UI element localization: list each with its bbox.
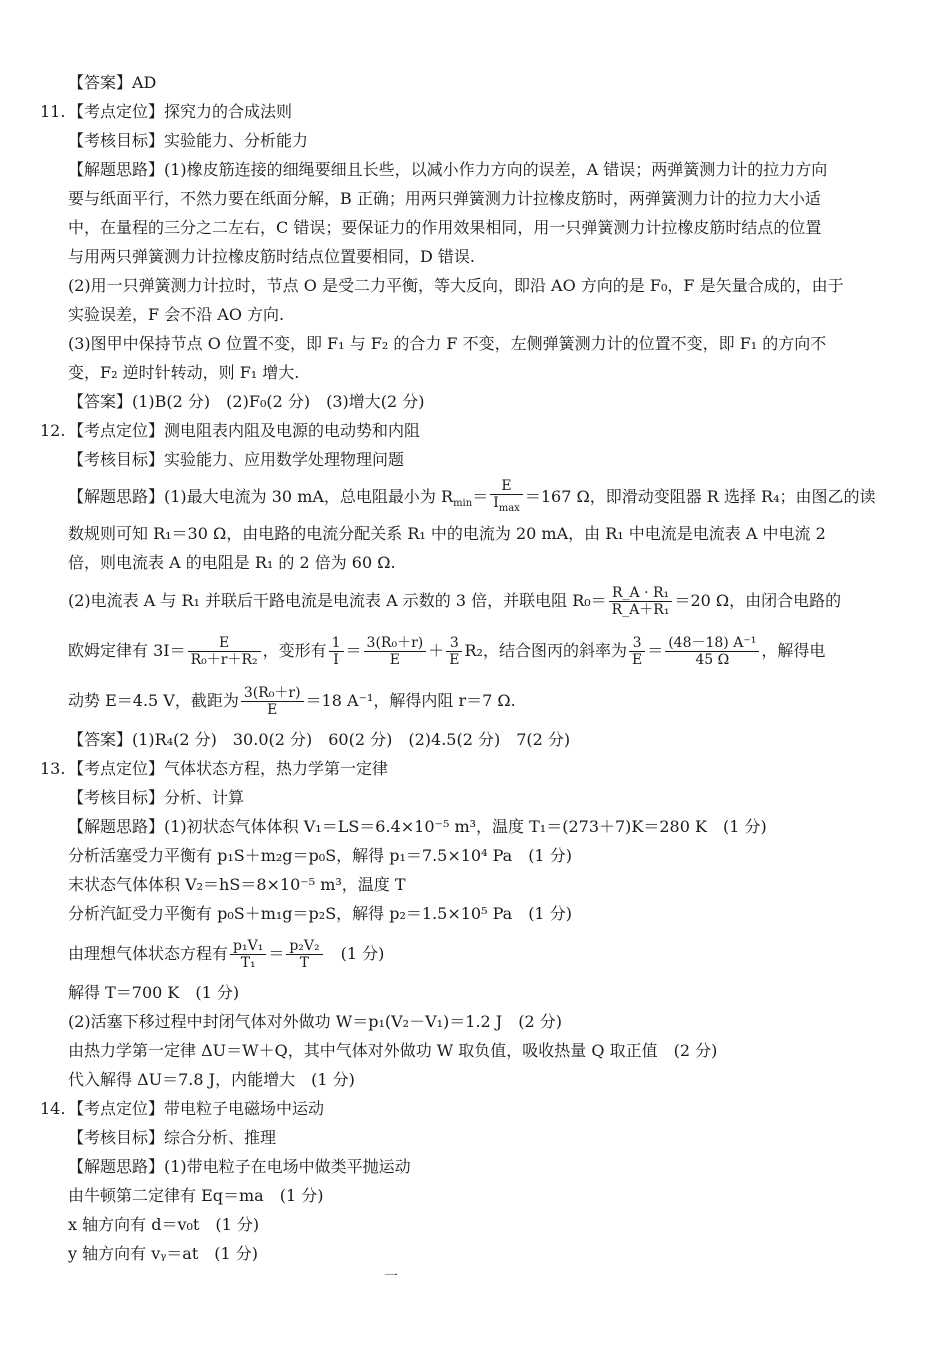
text-line: 解得 T＝700 K (1 分)	[68, 983, 240, 1002]
text-line: 【解题思路】(1)带电粒子在电场中做类平抛运动	[68, 1157, 411, 1176]
fraction: $\frac{\text{(48－18) A⁻¹}}{45 \Omega}$	[665, 635, 759, 668]
fraction: $\frac{\text{p₁V₁}}{\text{T₁}}$	[230, 938, 266, 971]
fraction: $\frac{3}{E}$	[629, 635, 645, 668]
text-line: 【考核目标】分析、计算	[68, 788, 245, 807]
q14-header: 14. 【考点定位】带电粒子电磁场中运动	[40, 1099, 325, 1118]
equation-line: (2)电流表 A 与 R₁ 并联后干路电流是电流表 A 示数的 3 倍，并联电阻 R₀＝ $\frac{\text{R\_A · R₁}}{\text{R\_A＋R₁}}$ ＝20 Ω，由闭合电路的	[68, 585, 842, 618]
text-line: (3)图甲中保持节点 O 位置不变，即 F₁ 与 F₂ 的合力 F 不变，左侧弹簧测力计的位置不变，即 F₁ 的方向不	[68, 334, 827, 353]
fraction: $\frac{3}{E}$	[446, 635, 462, 668]
fraction: $\frac{1}{I}$	[329, 635, 344, 668]
text-line: 由热力学第一定律 ΔU＝W＋Q，其中气体对外做功 W 取负值，吸收热量 Q 取正值 (2 分)	[68, 1041, 718, 1060]
equation-line: 由理想气体状态方程有 $\frac{\text{p₁V₁}}{\text{T₁}}$ ＝ $\frac{\text{p₂V₂}}{T}$ (1 分)	[68, 938, 385, 971]
equation-line: 欧姆定律有 3I＝ $\frac{E}{\text{R₀＋r＋R₂}}$ ，变形有 $\frac{1}{I}$ ＝ $\frac{\text{3(R₀＋r)}}{E}$ ＋ $\frac{3}{E}$ R₂，结合图丙的斜率为 $\frac{3}{E}$ ＝ $\frac{\text{(48－18) A⁻¹}}{45 \Omega}$ ，解得电	[68, 635, 826, 668]
text-line: 要与纸面平行，不然力要在纸面分解，B 正确；用两只弹簧测力计拉橡皮筋时，两弹簧测力计的拉力大小适	[68, 189, 821, 208]
text-line: (2)活塞下移过程中封闭气体对外做功 W＝p₁(V₂－V₁)＝1.2 J (2 分)	[68, 1012, 562, 1031]
equation-line: 动势 E＝4.5 V，截距为 $\frac{\text{3(R₀＋r)}}{E}$ ＝18 A⁻¹，解得内阻 r＝7 Ω.	[68, 685, 516, 718]
text-line: 【考核目标】实验能力、分析能力	[68, 131, 309, 150]
equation-line: 【解题思路】(1)最大电流为 30 mA，总电阻最小为 $R_{min}=$ $\frac{E}{I_{max}}$ ＝167 Ω，即滑动变阻器 R 选择 R₄；由图乙的读	[0, 478, 950, 521]
text-line: 末状态气体体积 V₂＝hS＝8×10⁻⁵ m³，温度 T	[68, 875, 406, 894]
fraction: $\frac{\text{3(R₀＋r)}}{E}$	[241, 685, 304, 718]
q12-header: 12. 【考点定位】测电阻表内阻及电源的电动势和内阻	[40, 421, 421, 440]
text-line: (2)用一只弹簧测力计拉时，节点 O 是受二力平衡，等大反向，即沿 AO 方向的是 F₀，F 是矢量合成的，由于	[68, 276, 844, 295]
fraction: $\frac{\text{R\_A · R₁}}{\text{R\_A＋R₁}}$	[609, 585, 673, 618]
text-line: 【解题思路】(1)初状态气体体积 V₁＝LS＝6.4×10⁻⁵ m³，温度 T₁＝(273＋7)K＝280 K (1 分)	[68, 817, 767, 836]
text-line: 分析汽缸受力平衡有 p₀S＋m₁g＝p₂S，解得 p₂＝1.5×10⁵ Pa (1 分)	[68, 904, 572, 923]
answer-line: 【答案】(1)R₄(2 分) 30.0(2 分) 60(2 分) (2)4.5(2 分) 7(2 分)	[68, 730, 571, 749]
text-line: 实验误差，F 会不沿 AO 方向.	[68, 305, 285, 324]
q13-header: 13. 【考点定位】气体状态方程，热力学第一定律	[40, 759, 389, 778]
text-line: 代入解得 ΔU＝7.8 J，内能增大 (1 分)	[68, 1070, 355, 1089]
text-line: 与用两只弹簧测力计拉橡皮筋时结点位置要相同，D 错误.	[68, 247, 476, 266]
fraction: $\frac{E}{\text{R₀＋r＋R₂}}$	[188, 635, 261, 668]
answer-line: 【答案】(1)B(2 分) (2)F₀(2 分) (3)增大(2 分)	[68, 392, 425, 411]
question-number: 11.	[40, 102, 66, 121]
q11-header: 11. 【考点定位】探究力的合成法则	[40, 102, 293, 121]
question-number: 13.	[40, 759, 66, 778]
text-line: 分析活塞受力平衡有 p₁S＋m₂g＝p₀S，解得 p₁＝7.5×10⁴ Pa (1 分)	[68, 846, 572, 865]
fraction: $\frac{\text{p₂V₂}}{T}$	[286, 938, 322, 971]
question-number: 12.	[40, 421, 66, 440]
text-line: 【考核目标】综合分析、推理	[68, 1128, 277, 1147]
text-line: y 轴方向有 vᵧ＝at (1 分)	[68, 1244, 258, 1263]
fraction: $\frac{\text{3(R₀＋r)}}{E}$	[364, 635, 427, 668]
text-line: 由牛顿第二定律有 Eq＝ma (1 分)	[68, 1186, 324, 1205]
answer-line: 【答案】AD	[68, 73, 157, 92]
text-line: 【考核目标】实验能力、应用数学处理物理问题	[68, 450, 405, 469]
text-line: x 轴方向有 d＝v₀t (1 分)	[68, 1215, 260, 1234]
text-line: 倍，则电流表 A 的电阻是 R₁ 的 2 倍为 60 Ω.	[68, 553, 396, 572]
page-mark: 一	[384, 1269, 398, 1285]
text-line: 变，F₂ 逆时针转动，则 F₁ 增大.	[68, 363, 300, 382]
text-line: 中，在量程的三分之二左右，C 错误；要保证力的作用效果相同，用一只弹簧测力计拉橡皮筋时结点的位置	[68, 218, 822, 237]
question-number: 14.	[40, 1099, 66, 1118]
text-line: 【解题思路】(1)橡皮筋连接的细绳要细且长些，以减小作力方向的误差，A 错误；两弹簧测力计的拉力方向	[68, 160, 828, 179]
fraction: $\frac{E}{I_{max}}$	[490, 478, 523, 517]
text-line: 数规则可知 R₁＝30 Ω，由电路的电流分配关系 R₁ 中的电流为 20 mA，由 R₁ 中电流是电流表 A 中电流 2	[68, 524, 826, 543]
